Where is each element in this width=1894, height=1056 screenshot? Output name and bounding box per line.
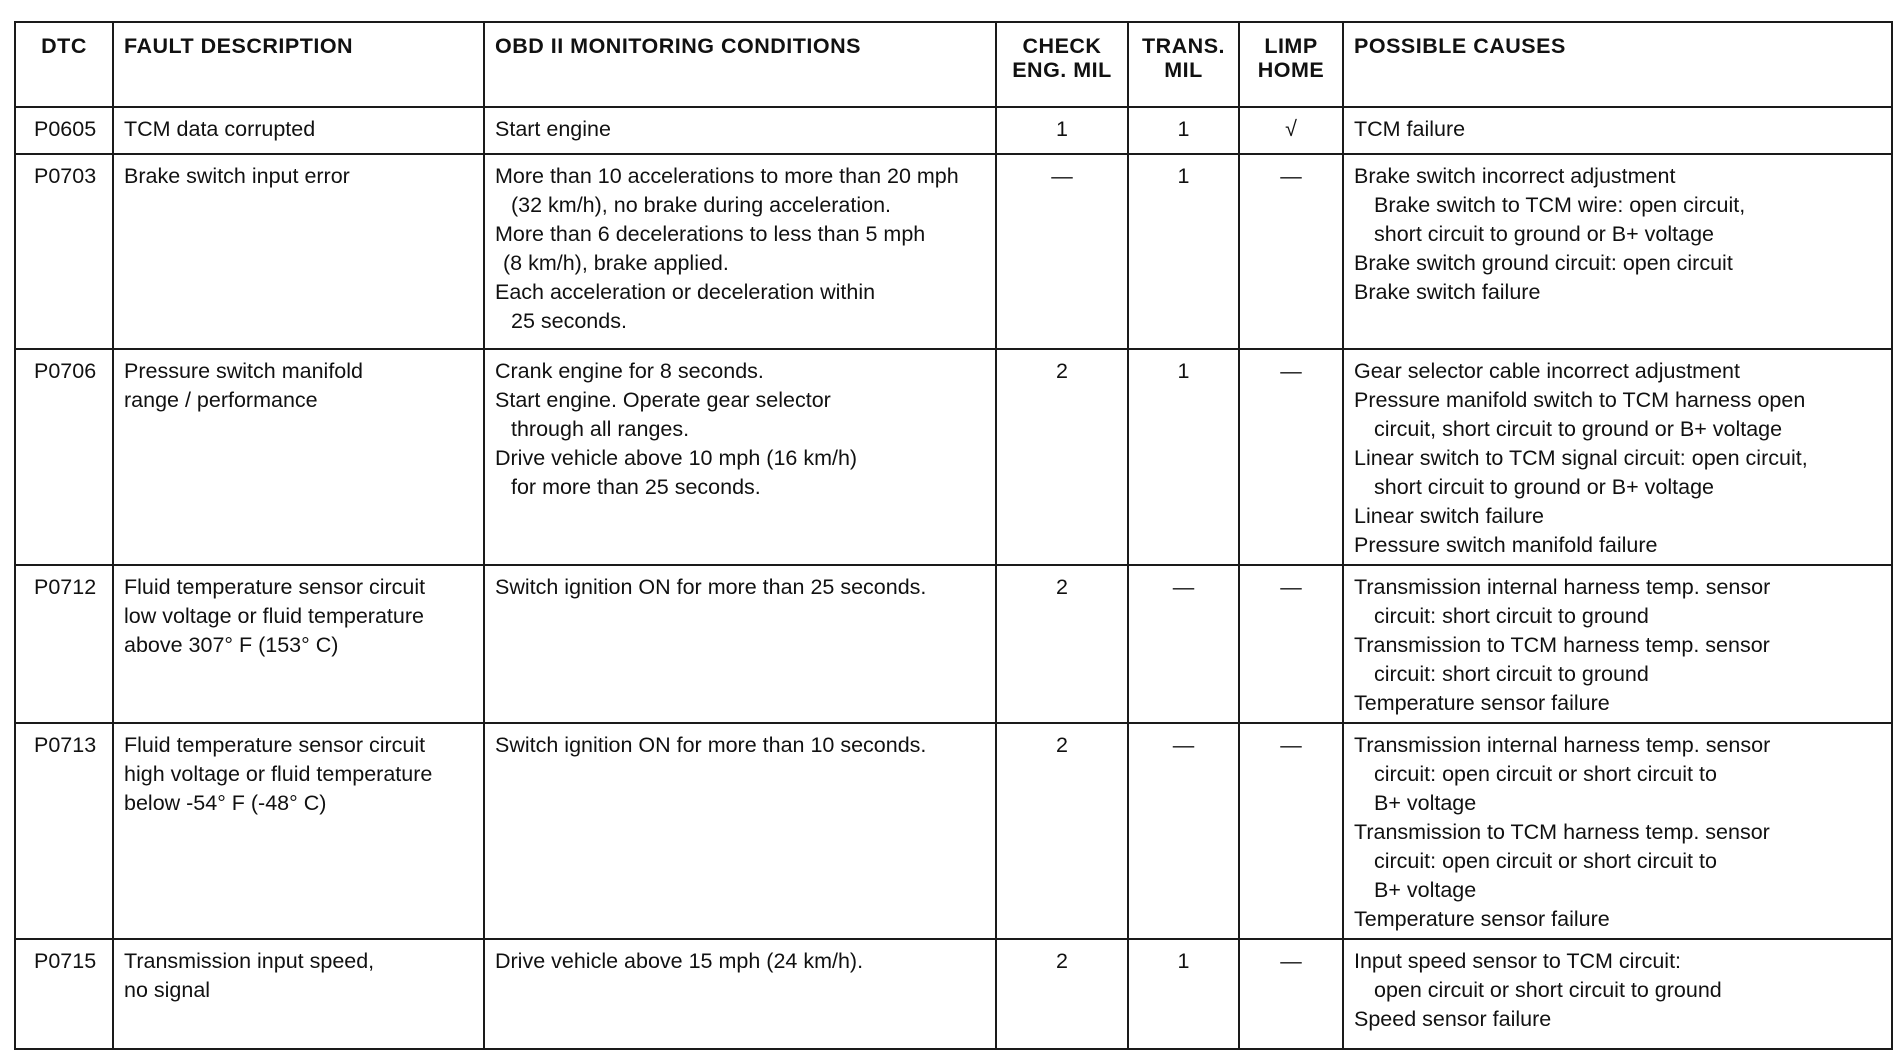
dtc-code: P0715	[15, 939, 113, 1049]
dtc-code: P0703	[15, 154, 113, 349]
limp-home-value: √	[1239, 107, 1343, 154]
monitoring-conditions: More than 10 accelerations to more than 20 mph (32 km/h), no brake during acceleration. More than 6 decelerations to less than 5 mph (8 km/h), brake applied. Each acceleration or deceleration within 25 seconds.	[484, 154, 996, 349]
check-engine-mil-value: —	[996, 154, 1128, 349]
possible-causes: Brake switch incorrect adjustment Brake switch to TCM wire: open circuit, short circuit to ground or B+ voltage Brake switch ground circuit: open circuit Brake switch failure	[1343, 154, 1892, 349]
check-engine-mil-value: 2	[996, 939, 1128, 1049]
possible-causes: Gear selector cable incorrect adjustment Pressure manifold switch to TCM harness open circuit, short circuit to ground or B+ voltage Linear switch to TCM signal circuit: open circuit, short circuit to ground or B+ voltage Linear switch failure Pressure switch manifold failure	[1343, 349, 1892, 565]
fault-description: TCM data corrupted	[113, 107, 484, 154]
header-trans-mil: TRANS. MIL	[1128, 22, 1239, 107]
monitoring-conditions: Drive vehicle above 15 mph (24 km/h).	[484, 939, 996, 1049]
dtc-code: P0712	[15, 565, 113, 723]
dtc-code: P0605	[15, 107, 113, 154]
fault-description: Fluid temperature sensor circuit low voltage or fluid temperature above 307° F (153° C)	[113, 565, 484, 723]
trans-mil-value: 1	[1128, 107, 1239, 154]
fault-description: Brake switch input error	[113, 154, 484, 349]
monitoring-conditions: Start engine	[484, 107, 996, 154]
limp-home-value: —	[1239, 723, 1343, 939]
trans-mil-value: 1	[1128, 349, 1239, 565]
trans-mil-value: 1	[1128, 939, 1239, 1049]
table-row	[15, 349, 1892, 565]
fault-description: Pressure switch manifold range / performance	[113, 349, 484, 565]
monitoring-conditions: Switch ignition ON for more than 25 seconds.	[484, 565, 996, 723]
table-row	[15, 723, 1892, 939]
limp-home-value: —	[1239, 349, 1343, 565]
trans-mil-value: 1	[1128, 154, 1239, 349]
limp-home-value: —	[1239, 154, 1343, 349]
header-limp-home: LIMP HOME	[1239, 22, 1343, 107]
limp-home-value: —	[1239, 939, 1343, 1049]
possible-causes: Transmission internal harness temp. sensor circuit: open circuit or short circuit to B+ voltage Transmission to TCM harness temp. sensor circuit: open circuit or short circuit to B+ voltage Temperature sensor failure	[1343, 723, 1892, 939]
fault-description: Transmission input speed, no signal	[113, 939, 484, 1049]
dtc-code: P0706	[15, 349, 113, 565]
header-row	[15, 22, 1892, 107]
table-row	[15, 565, 1892, 723]
header-dtc: DTC	[15, 22, 113, 107]
header-monitoring-conditions: OBD II MONITORING CONDITIONS	[484, 22, 996, 107]
check-engine-mil-value: 2	[996, 565, 1128, 723]
monitoring-conditions: Switch ignition ON for more than 10 seconds.	[484, 723, 996, 939]
check-engine-mil-value: 1	[996, 107, 1128, 154]
header-check-engine-mil: CHECK ENG. MIL	[996, 22, 1128, 107]
possible-causes: TCM failure	[1343, 107, 1892, 154]
dtc-table	[14, 21, 1893, 1050]
table-row	[15, 107, 1892, 154]
possible-causes: Input speed sensor to TCM circuit: open circuit or short circuit to ground Speed sensor failure	[1343, 939, 1892, 1049]
check-engine-mil-value: 2	[996, 349, 1128, 565]
trans-mil-value: —	[1128, 723, 1239, 939]
table-row	[15, 939, 1892, 1049]
dtc-code: P0713	[15, 723, 113, 939]
header-possible-causes: POSSIBLE CAUSES	[1343, 22, 1892, 107]
monitoring-conditions: Crank engine for 8 seconds. Start engine. Operate gear selector through all ranges. Drive vehicle above 10 mph (16 km/h) for more than 25 seconds.	[484, 349, 996, 565]
fault-description: Fluid temperature sensor circuit high voltage or fluid temperature below -54° F (-48° C)	[113, 723, 484, 939]
possible-causes: Transmission internal harness temp. sensor circuit: short circuit to ground Transmission to TCM harness temp. sensor circuit: short circuit to ground Temperature sensor failure	[1343, 565, 1892, 723]
limp-home-value: —	[1239, 565, 1343, 723]
header-fault-description: FAULT DESCRIPTION	[113, 22, 484, 107]
table-row	[15, 154, 1892, 349]
check-engine-mil-value: 2	[996, 723, 1128, 939]
trans-mil-value: —	[1128, 565, 1239, 723]
